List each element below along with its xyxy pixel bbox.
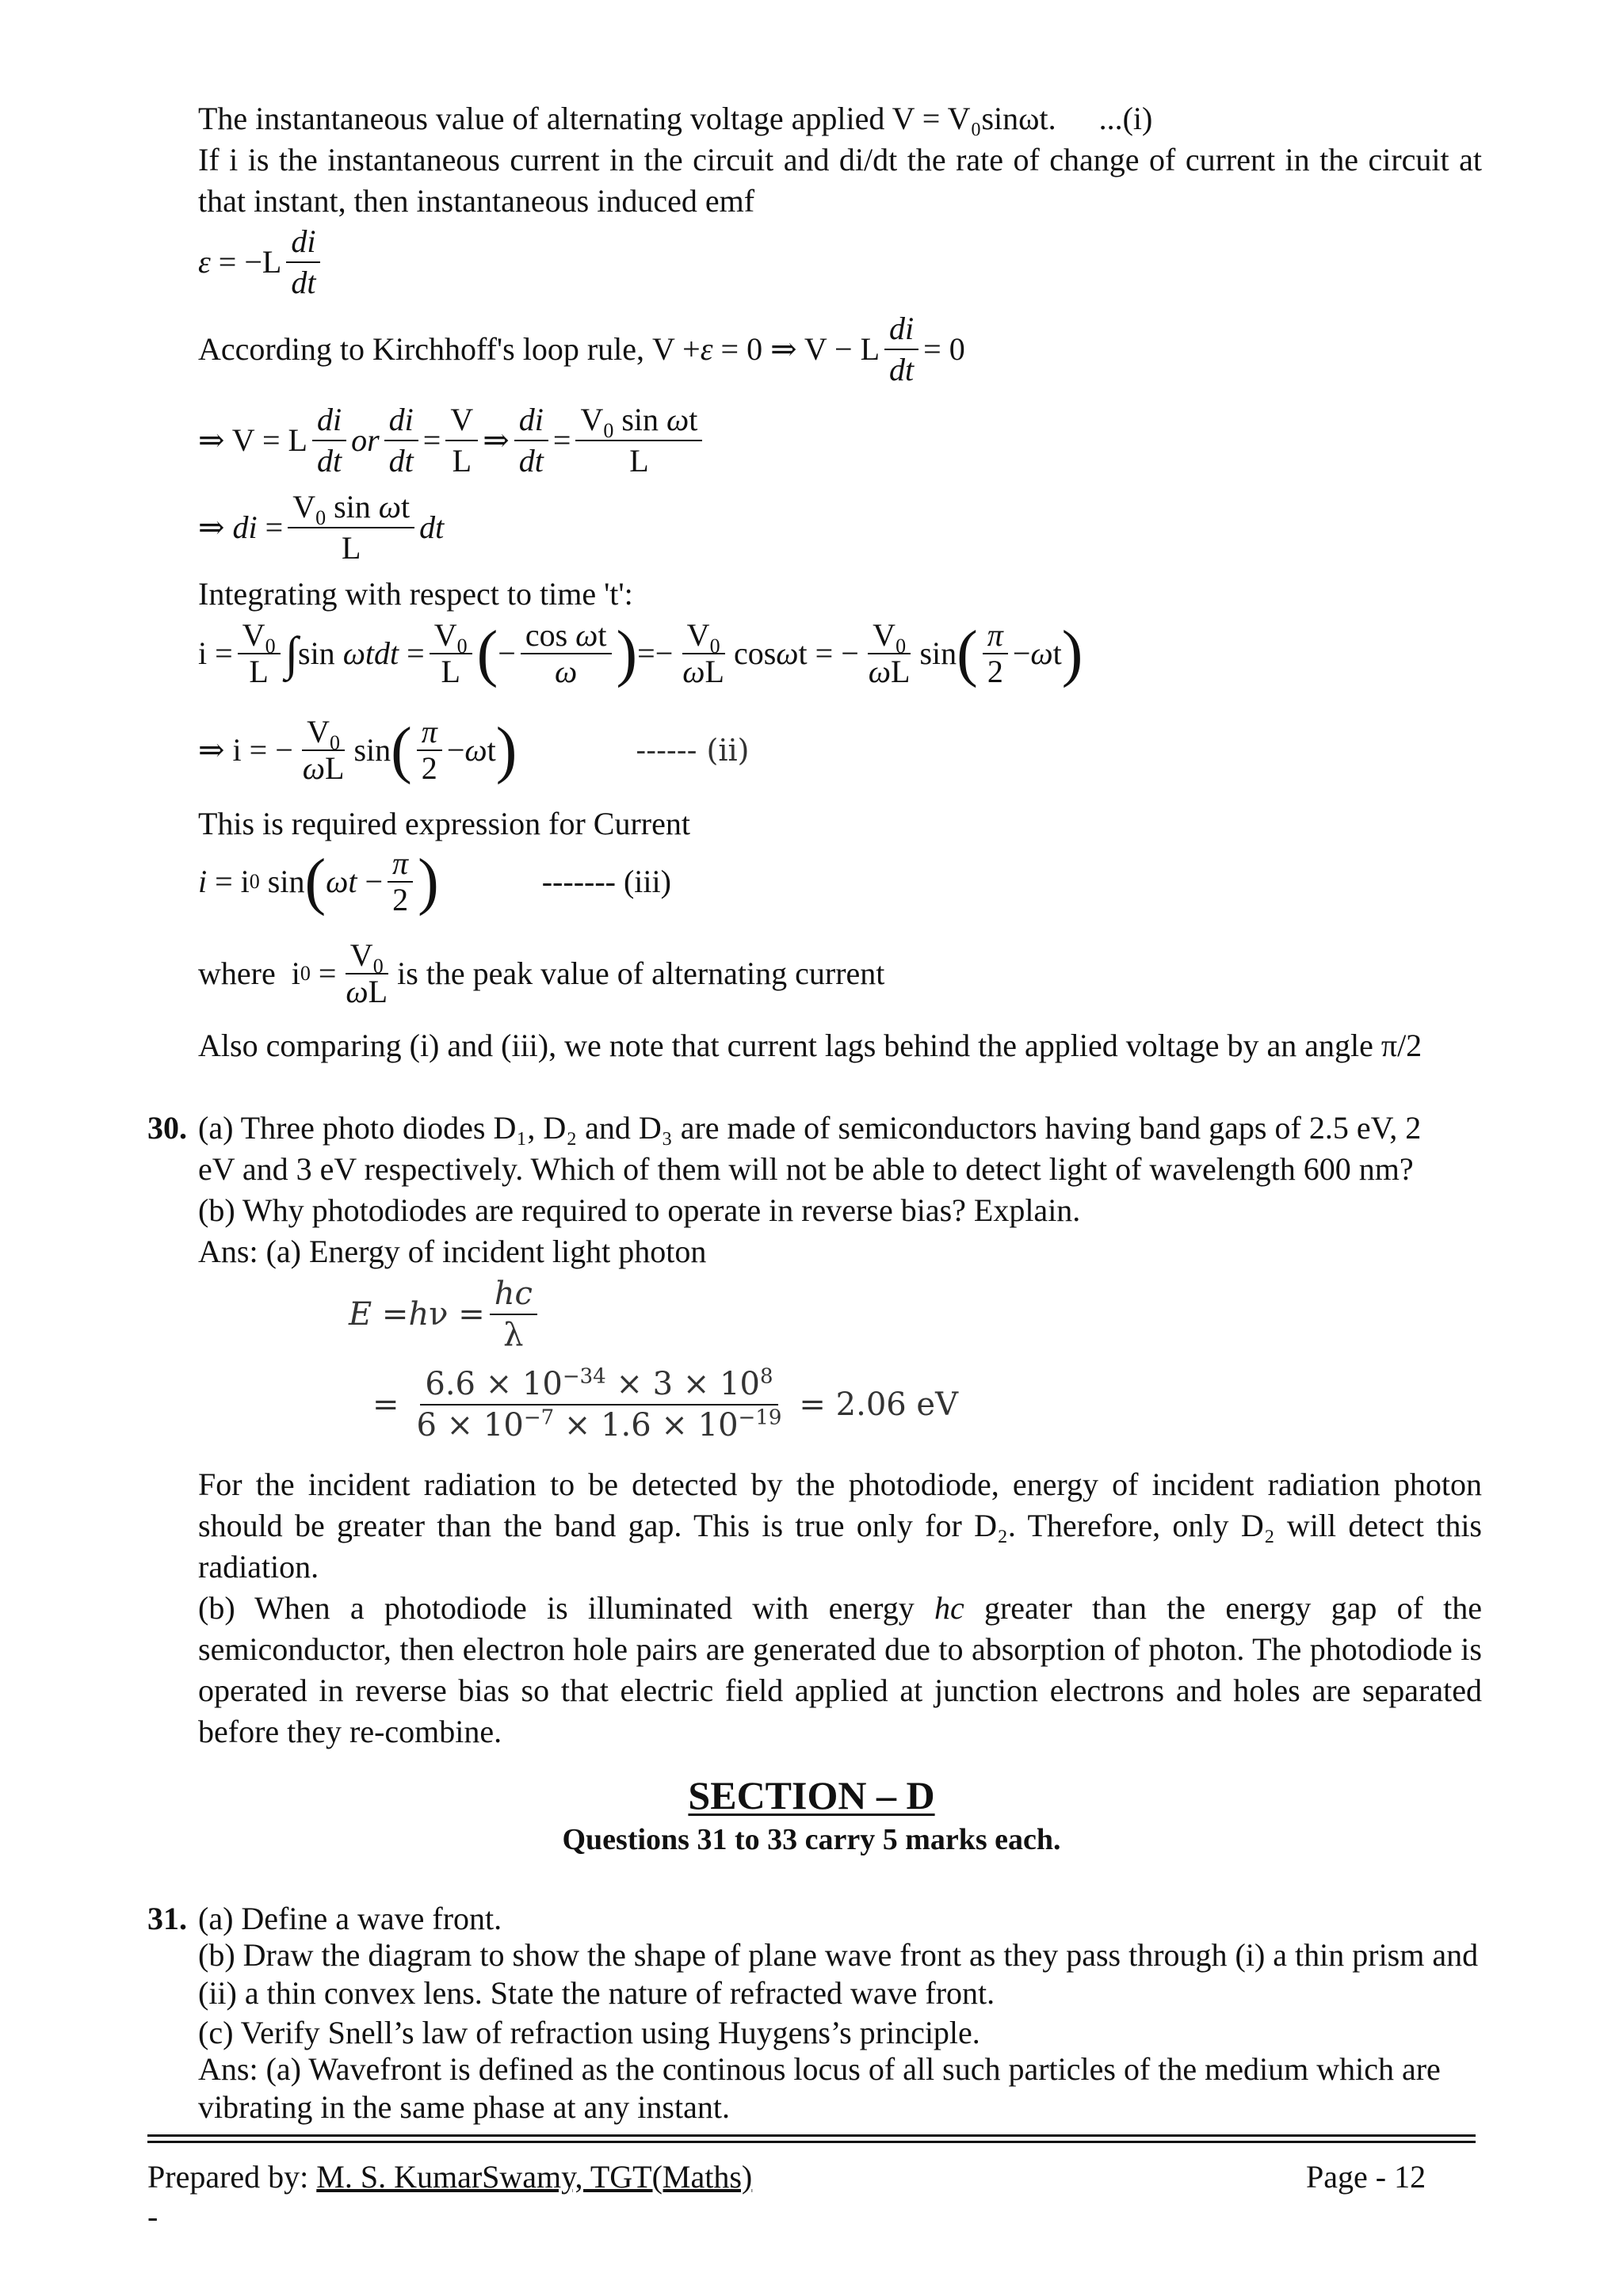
intro-paragraph: If i is the instantaneous current in the circuit and di/dt the rate of change of current in the circuit at that instant, then instantaneous induced emf [198,142,1482,219]
peak-value-line: where i 0 = $\frac{V_0}{\omega L}$ is the peak value of alternating current [198,937,885,1009]
lag-statement: Also comparing (i) and (iii), we note that current lags behind the applied voltage by an angle π/2 [198,1028,1423,1063]
footer-rule-top [147,2134,1476,2137]
q30-part-a-line1: (a) Three photo diodes D₁, D₂ and D₃ are made of semiconductors having band gaps of 2.5 eV, 2 [198,1110,1422,1146]
footer-prepared-by: Prepared by: M. S. KumarSwamy, TGT(Maths) [147,2159,753,2195]
question-30-number: 30. [147,1110,187,1146]
q30-answer-b: (b) When a photodiode is illuminated with energy hc greater than the energy gap of the semiconductor, then electron hole pairs are generated due to absorption of photon. The photodiode is operated in reverse bias so that electric field applied at junction electrons and holes are separated before they re-combine. [198,1590,1483,1749]
footer-author: M. S. KumarSwamy, TGT(Maths) [316,2159,753,2195]
voltage-derivation: ⇒ V = L $\frac{di}{dt}$ or $\frac{di}{dt}$ = $\frac{V}{L}$ ⇒ $\frac{di}{dt}$ = $\frac{V_0 \sin \omega t}{L}$ [198,400,707,481]
current-equation-iii: i = i 0 sin ( ωt − $\frac{\pi}{2}$ ) ------- (iii) [198,845,671,917]
section-subtitle: Questions 31 to 33 carry 5 marks each. [562,1823,1061,1856]
integrating-text: Integrating with respect to time 't': [198,576,633,612]
emf-equation: ε = −L $\frac{di}{dt}$ [198,222,325,303]
q31-part-b: (b) Draw the diagram to show the shape of plane wave front as they pass through (i) a thin prism and (ii) a thin convex lens. State the nature of refracted wave front. [198,1937,1479,2011]
page-number: Page - 12 [1306,2159,1426,2195]
q30-part-a-line2: eV and 3 eV respectively. Which of them will not be able to detect light of wavelength 600 nm? [198,1151,1414,1187]
q30-detection-text: For the incident radiation to be detected by the photodiode, energy of incident radiation photon should be greater than the band gap. This is true only for D₂. Therefore, only D₂ will detect this radiation. [198,1466,1482,1585]
integral-equation: i = $\frac{V_0}{L}$ ∫ sin ωtdt = $\frac{V_0}{L}$ ( − $\frac{\text{cos ωt}}{\omega}$ ) =− $\frac{V_0}{\omega L}$ cos ω t = − $\frac{V_0}{\omega L}$ sin ( $\frac{\pi}{2}$ − ω t ) [198,617,1083,689]
q30-part-b: (b) Why photodiodes are required to operate in reverse bias? Explain. [198,1192,1081,1228]
q30-answer-a: Ans: (a) Energy of incident light photon [198,1234,707,1269]
current-equation-ii: ⇒ i = − $\frac{V_0}{\omega L}$ sin ( $\frac{\pi}{2}$ − ω t ) ------ (ii) [198,714,750,786]
di-equation: ⇒ di = $\frac{V_0 \sin \omega t}{L}$ dt [198,489,445,566]
footer-rule-bottom [147,2141,1476,2143]
q31-part-a: (a) Define a wave front. [198,1901,502,1936]
q31-answer-a: Ans: (a) Wavefront is defined as the continous locus of all such particles of the medium which are vibrating in the same phase at any instant. [198,2051,1441,2125]
photon-energy-formula: E = h ν = $\frac{hc}{\lambda}$ [349,1274,542,1355]
voltage-line: The instantaneous value of alternating voltage applied V = V₀sinωt. ...(i) [198,101,1153,136]
section-heading: SECTION – D [688,1773,935,1817]
footer-dash: - [147,2199,158,2234]
q31-part-c: (c) Verify Snell’s law of refraction using Huygens’s principle. [198,2015,980,2050]
required-text: This is required expression for Current [198,806,690,841]
kirchhoff-equation: According to Kirchhoff's loop rule, V + ε = 0 ⇒ V − L $\frac{di}{dt}$ = 0 [198,311,965,387]
question-31-number: 31. [147,1901,187,1936]
photon-energy-calculation: = $\frac{6.6 \times 10^{-34} \times 3 \times 10^8}{6 \times 10^{-7} \times 1.6 \times 10^{-19}}$ = 2.06 eV [372,1364,958,1444]
